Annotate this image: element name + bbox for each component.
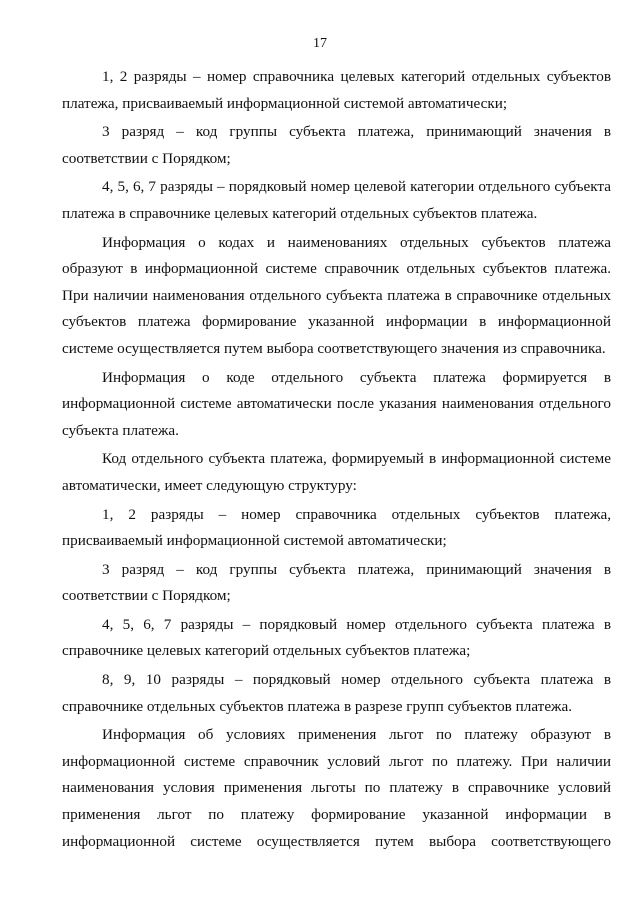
paragraph-4: Информация о кодах и наименованиях отдельных субъектов платежа образуют в информационной системе справочник отдельных субъектов платежа. При наличии наименования отдельного субъекта платежа в справочнике отдельных субъектов платежа формирование указанной информации в информационной системе осуществляется путем выбора соответствующего значения из справочника. bbox=[62, 233, 611, 357]
paragraph-7: 1, 2 разряды – номер справочника отдельных субъектов платежа, присваиваемый информационной системой автоматически; bbox=[62, 505, 611, 550]
paragraph-1: 1, 2 разряды – номер справочника целевых категорий отдельных субъектов платежа, присваиваемый информационной системой автоматически; bbox=[62, 68, 611, 112]
paragraph-6: Код отдельного субъекта платежа, формируемый в информационной системе автоматически, имеет следующую структуру: bbox=[62, 450, 611, 494]
paragraph-2: 3 разряд – код группы субъекта платежа, принимающий значения в соответствии с Порядком; bbox=[62, 123, 611, 167]
paragraph-5: Информация о коде отдельного субъекта платежа формируется в информационной системе автоматически после указания наименования отдельного субъекта платежа. bbox=[62, 368, 611, 439]
paragraph-8: 3 разряд – код группы субъекта платежа, принимающий значения в соответствии с Порядком; bbox=[62, 560, 611, 605]
paragraph-10: 8, 9, 10 разряды – порядковый номер отдельного субъекта платежа в справочнике отдельных субъектов платежа в разрезе групп субъектов платежа. bbox=[62, 671, 611, 715]
paragraph-9: 4, 5, 6, 7 разряды – порядковый номер отдельного субъекта платежа в справочнике целевых категорий отдельных субъектов платежа; bbox=[62, 615, 611, 660]
document-body bbox=[62, 64, 611, 857]
paragraph-11: Информация об условиях применения льгот по платежу образуют в информационной системе справочник условий льгот по платежу. При наличии наименования условия применения льготы по платежу в справочнике условий применения льгот по платежу формирование указанной информации в информационной системе осуществляется путем выбора соответствующего bbox=[62, 726, 611, 850]
paragraph-3: 4, 5, 6, 7 разряды – порядковый номер целевой категории отдельного субъекта платежа в справочнике целевых категорий отдельных субъектов платежа. bbox=[62, 178, 611, 222]
page-number: 17 bbox=[313, 36, 327, 51]
